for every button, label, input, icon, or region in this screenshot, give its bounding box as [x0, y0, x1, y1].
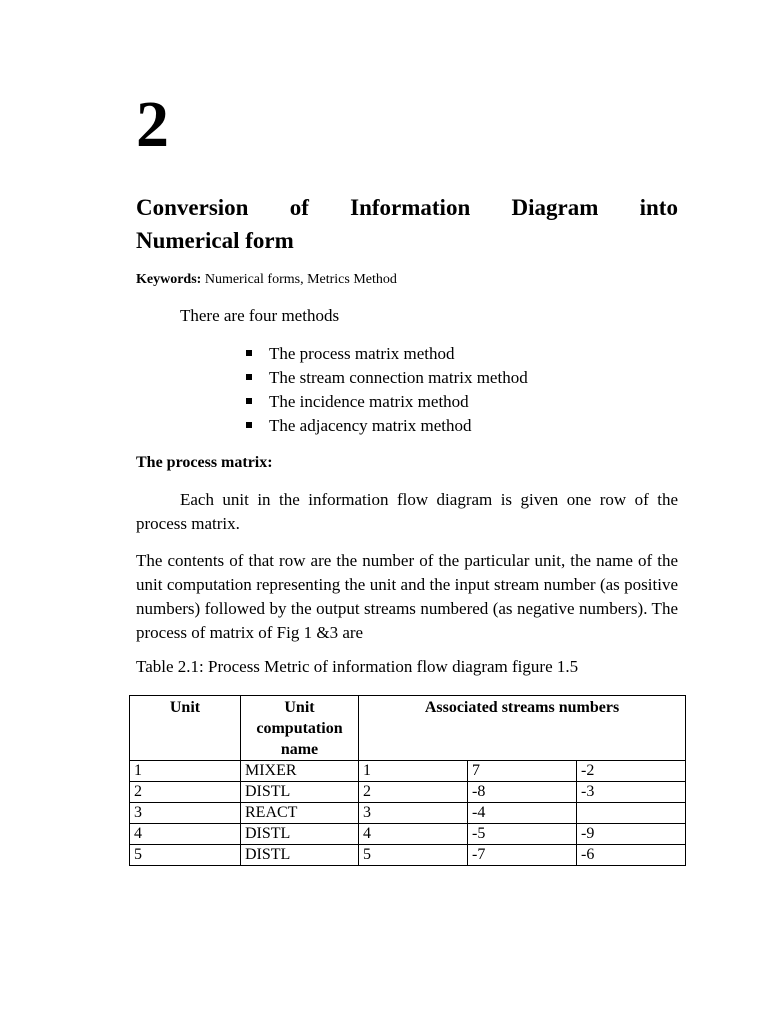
section-heading: The process matrix: [136, 454, 273, 471]
table-header-row [130, 696, 686, 761]
cell-stream: -4 [468, 803, 577, 824]
cell-unit: 4 [130, 824, 241, 845]
cell-name: REACT [241, 803, 359, 824]
chapter-number: 2 [136, 88, 169, 161]
cell-unit: 5 [130, 845, 241, 866]
cell-stream: -2 [577, 761, 686, 782]
cell-unit: 3 [130, 803, 241, 824]
square-bullet-icon [246, 374, 252, 380]
table-row [130, 782, 686, 803]
cell-unit: 1 [130, 761, 241, 782]
header-unit: Unit [130, 696, 241, 761]
cell-stream: 1 [359, 761, 468, 782]
keywords-label: Keywords: [136, 272, 202, 287]
list-item-text: The stream connection matrix method [269, 368, 528, 387]
table-row [130, 803, 686, 824]
process-matrix-table [129, 695, 686, 866]
cell-unit: 2 [130, 782, 241, 803]
table-row [130, 845, 686, 866]
chapter-title-word: of [289, 195, 309, 220]
list-item-text: The process matrix method [269, 344, 455, 363]
cell-stream [577, 803, 686, 824]
chapter-title-line-1 [136, 191, 678, 224]
keywords-value: Numerical forms, Metrics Method [201, 272, 397, 287]
cell-stream: -6 [577, 845, 686, 866]
cell-stream: -5 [468, 824, 577, 845]
chapter-title-line-2: Numerical form [136, 228, 294, 253]
cell-stream: -7 [468, 845, 577, 866]
cell-name: DISTL [241, 824, 359, 845]
table-caption: Table 2.1: Process Metric of information flow diagram figure 1.5 [136, 657, 579, 676]
chapter-title-word: Diagram [511, 195, 599, 220]
table-row [130, 761, 686, 782]
keywords-line [136, 272, 397, 288]
cell-stream: 4 [359, 824, 468, 845]
header-text: Unit [284, 699, 315, 716]
paragraph: The contents of that row are the number of the particular unit, the name of the unit computation representing the unit and the input stream number (as positive numbers) followed by the output streams numbered (as negative numbers). The process of matrix of Fig 1 &3 are [136, 551, 678, 642]
cell-name: DISTL [241, 782, 359, 803]
paragraph: Each unit in the information flow diagram is given one row of the process matrix. [136, 490, 678, 533]
list-item [246, 366, 528, 390]
square-bullet-icon [246, 398, 252, 404]
list-item [246, 390, 528, 414]
chapter-title-word: Information [350, 195, 471, 220]
cell-stream: -3 [577, 782, 686, 803]
method-list [246, 342, 528, 438]
square-bullet-icon [246, 350, 252, 356]
header-text: name [280, 741, 319, 758]
chapter-title-word: Conversion [136, 195, 249, 220]
header-unit-computation-name [241, 696, 359, 761]
chapter-title [136, 191, 678, 257]
table-row [130, 824, 686, 845]
list-item [246, 414, 528, 438]
cell-stream: 5 [359, 845, 468, 866]
intro-text: There are four methods [180, 306, 340, 325]
list-item [246, 342, 528, 366]
cell-stream: -9 [577, 824, 686, 845]
cell-stream: 2 [359, 782, 468, 803]
cell-stream: 7 [468, 761, 577, 782]
square-bullet-icon [246, 422, 252, 428]
list-item-text: The incidence matrix method [269, 392, 469, 411]
chapter-title-word: into [639, 195, 678, 220]
header-text: computation [256, 720, 343, 737]
cell-name: MIXER [241, 761, 359, 782]
cell-stream: -8 [468, 782, 577, 803]
list-item-text: The adjacency matrix method [269, 416, 472, 435]
cell-stream: 3 [359, 803, 468, 824]
cell-name: DISTL [241, 845, 359, 866]
header-associated-streams: Associated streams numbers [359, 696, 686, 761]
